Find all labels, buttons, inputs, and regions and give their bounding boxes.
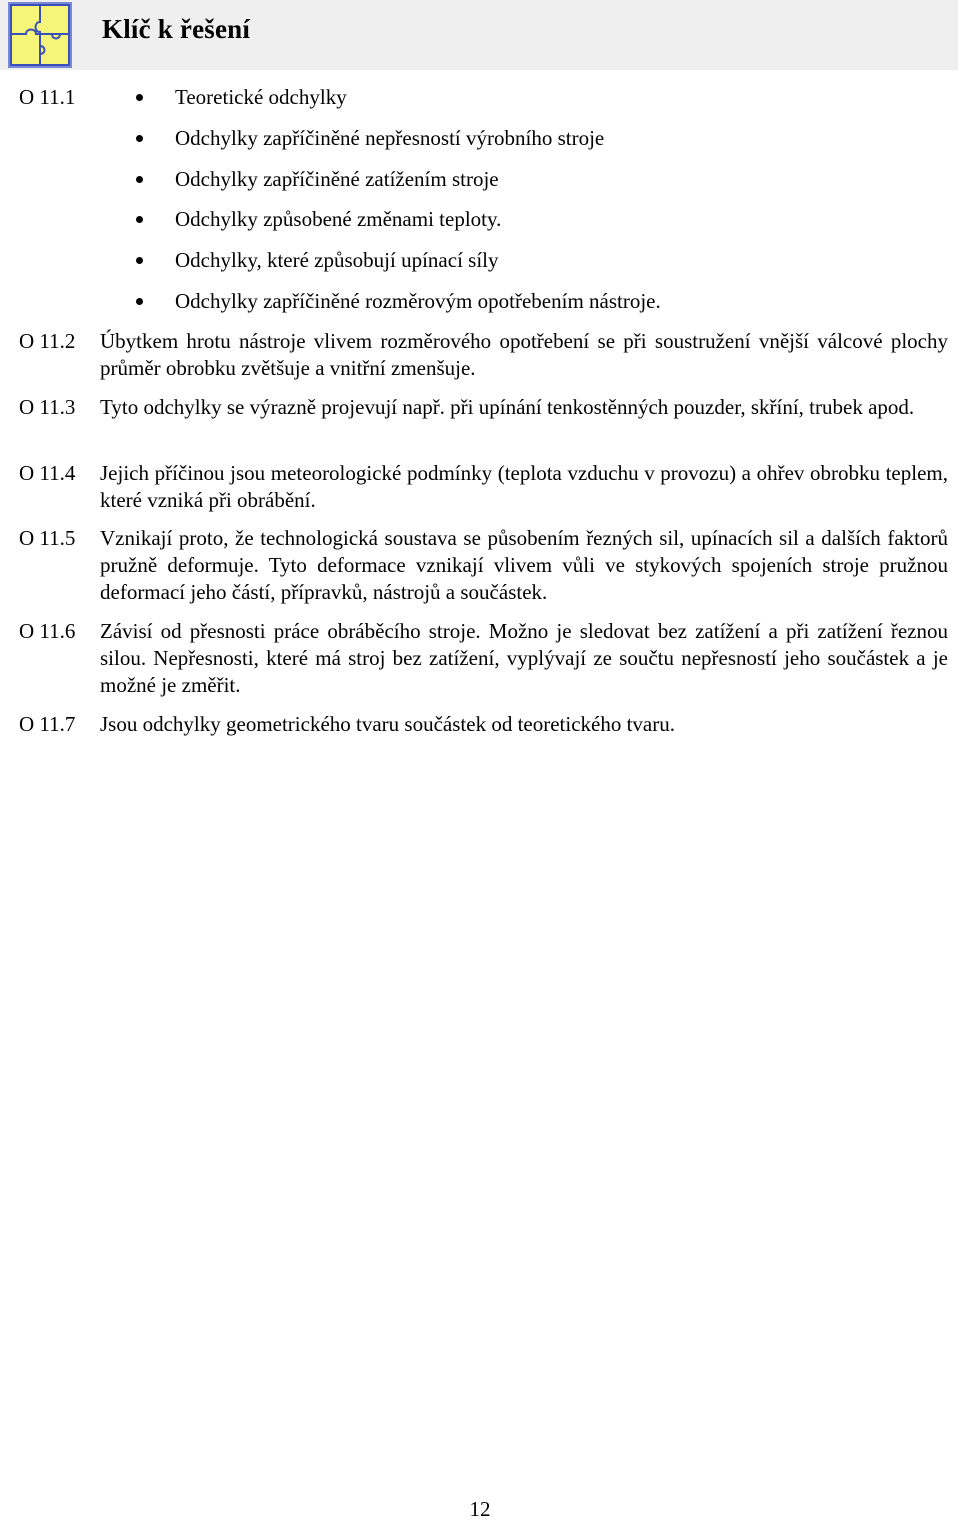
answer-label-11-1: O 11.1	[19, 85, 76, 109]
bullet-item: Odchylky, které způsobují upínací síly	[136, 247, 499, 274]
answer-text-11-2: Úbytkem hrotu nástroje vlivem rozměrového opotřebení se při soustružení vnější válcové plochy průměr obrobku zvětšuje a vnitřní zmenšuje.	[100, 329, 948, 380]
answer-label-11-7: O 11.7	[19, 712, 76, 736]
page-title: Klíč k řešení	[102, 14, 251, 44]
bullet-item: Odchylky způsobené změnami teploty.	[136, 206, 501, 233]
answer-text-11-3: Tyto odchylky se výrazně projevují např. při upínání tenkostěnných pouzder, skříní, trubek apod.	[100, 395, 915, 419]
puzzle-icon	[8, 2, 72, 68]
bullet-icon	[136, 216, 143, 223]
bullet-item: Odchylky zapříčiněné nepřesností výrobního stroje	[136, 125, 604, 152]
page-number: 12	[469, 1497, 491, 1521]
bullet-icon	[136, 135, 143, 142]
answer-label-11-5: O 11.5	[19, 526, 76, 550]
bullet-item: Teoretické odchylky	[136, 84, 347, 111]
answer-text-11-6: Závisí od přesnosti práce obráběcího stroje. Možno je sledovat bez zatížení a při zatížení řeznou silou. Nepřesnosti, které má stroj bez zatížení, vyplývají ze součtu nepřesností jeho součástek a je možné je změřit.	[100, 619, 948, 697]
answer-label-11-4: O 11.4	[19, 461, 76, 485]
bullet-icon	[136, 257, 143, 264]
answer-text-11-5: Vznikají proto, že technologická soustava se působením řezných sil, upínacích sil a dalších faktorů pružně deformuje. Tyto deformace vznikají vlivem vůli ve stykových spojeních stroje pružnou deformací jeho částí, přípravků, nástrojů a součástek.	[100, 526, 948, 604]
bullet-icon	[136, 94, 143, 101]
bullet-icon	[136, 298, 143, 305]
answer-text-11-7: Jsou odchylky geometrického tvaru součástek od teoretického tvaru.	[100, 712, 675, 736]
bullet-item: Odchylky zapříčiněné zatížením stroje	[136, 166, 499, 193]
bullet-item: Odchylky zapříčiněné rozměrovým opotřebením nástroje.	[136, 288, 661, 315]
answer-text-11-4: Jejich příčinou jsou meteorologické podmínky (teplota vzduchu v provozu) a ohřev obrobku teplem, které vzniká při obrábění.	[100, 461, 948, 512]
answer-label-11-6: O 11.6	[19, 619, 76, 643]
bullet-icon	[136, 176, 143, 183]
answer-label-11-2: O 11.2	[19, 329, 76, 353]
answer-label-11-3: O 11.3	[19, 395, 76, 419]
